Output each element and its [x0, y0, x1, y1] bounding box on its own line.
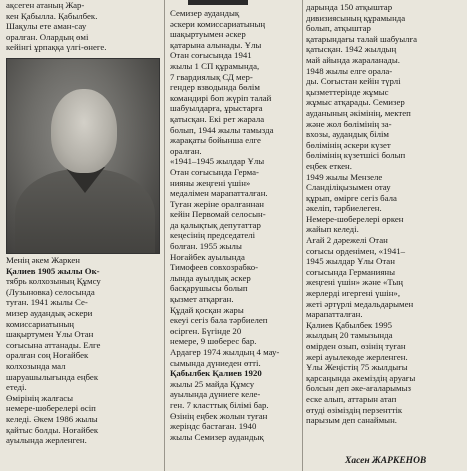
text-line: жеті әртүрлі медальдарымен: [306, 298, 414, 309]
text-line: қатарындағы талай шабуылға: [306, 33, 418, 44]
text-line: оралған. Олардың өмі: [6, 31, 89, 42]
text-line: кен Қабылла. Қабылбек.: [6, 10, 98, 21]
text-line: еңбек еткен.: [306, 160, 352, 171]
text-line: қатарына алынады. Ұлы: [170, 39, 262, 50]
text-line: және жол бөлімінің за-: [306, 118, 392, 129]
text-line: жеңгені үшін» және «Тың: [306, 277, 403, 288]
text-line: ген. 7 класттық білімі бар.: [170, 399, 269, 410]
text-line: оралған соң Ноғайбек: [6, 350, 89, 361]
text-line: Отан соғысында Герма-: [170, 166, 259, 177]
text-line: медалімен марапатталған.: [170, 188, 268, 199]
text-line: (Лузыновка) селосында: [6, 286, 95, 297]
text-line: қарсаңында әкеміздің аруағы: [306, 372, 416, 383]
text-line: Ардагер 1974 жылдың 4 мау-: [170, 347, 280, 357]
text-line: соғысында Германияны: [306, 266, 395, 277]
header-bar: [188, 0, 248, 5]
text-line: ауданының әкімінің, мектеп: [306, 107, 411, 118]
text-line: әкеліп, тәрбиелеген.: [306, 203, 382, 214]
text-line: Семизер аудандық: [170, 8, 240, 18]
text-line: қызмет атқарған.: [170, 294, 234, 305]
text-line: етеді.: [6, 382, 27, 393]
text-line: мизер аудандық әскери: [6, 307, 93, 318]
text-line: құрып, өмірге сегіз бала: [306, 192, 397, 203]
text-line: немере-шөберелері өсіп: [6, 403, 96, 414]
text-line: соғысы орденімен, «1941–: [306, 245, 406, 256]
text-line: Ағай 2 дәрежелі Отан: [306, 235, 388, 246]
photo-head: [51, 89, 117, 173]
text-line: лында ауылдық әскер: [170, 272, 251, 283]
text-line: сымында дүниеден өтті.: [170, 357, 261, 368]
text-line: Отан соғысында 1941: [170, 50, 252, 61]
text-line: Өмірінің жалғасы: [6, 392, 74, 403]
text-line: да қалықтық депутаттар: [170, 219, 261, 230]
text-line: май айында жараланады.: [306, 54, 400, 65]
text-line: болып, 1944 жылы тамызда: [170, 124, 274, 135]
text-line: жылы 1 СП құрамында,: [170, 60, 260, 71]
text-line: болып, атқыштар: [306, 23, 371, 34]
text-line: жұмыс атқарады. Семизер: [306, 97, 405, 108]
text-line: жылы Семизер аудандық: [170, 431, 264, 442]
text-line: Сланділіқызымен отау: [306, 182, 391, 193]
text-line: жарақаты бойынша елге: [170, 135, 261, 146]
text-line: ауылында жерленген.: [6, 435, 87, 446]
text-line: Шақулы ете аман-сау: [6, 21, 87, 32]
text-line: Қалиев Қабылбек 1995: [306, 319, 393, 330]
text-line: Ұлы Жеңістің 75 жылдығы: [306, 362, 408, 373]
text-line: гендер взводында бөлім: [170, 82, 260, 93]
text-line: оралған.: [170, 145, 202, 156]
text-line: ақсеген атаның Жар-: [6, 0, 85, 10]
text-line: жері ауылекөде жерленген.: [306, 351, 408, 362]
text-line: басқарушысы болып: [170, 283, 248, 294]
text-line: командирі боп жүріп талай: [170, 92, 272, 103]
author-signature: Хасен ЖАРКЕНОВ: [345, 456, 427, 466]
text-line: дивизиясының құрамында: [306, 12, 406, 23]
text-line: комиссариатының: [6, 318, 75, 329]
text-line: екеуі сегіз бала тәрбиелеп: [170, 315, 268, 326]
text-line: қатысқан. 1942 жылдың: [306, 44, 397, 55]
text-line: болсын деп әке-ағаларымыз: [306, 383, 411, 394]
text-line: «1941–1945 жылдар Ұлы: [170, 156, 265, 167]
text-line: жайып келеді.: [306, 224, 359, 235]
text-line: 1948 жылы елге орала-: [306, 65, 393, 76]
text-line: парызым деп санаймын.: [306, 415, 397, 426]
text-line: шақыртумен Ұлы Отан: [6, 329, 94, 340]
text-line: өмірден озып, өзінің туған: [306, 341, 406, 351]
text-line: Қалиев 1905 жылы Ок-: [6, 265, 100, 276]
text-line: соғысына аттанады. Елге: [6, 339, 101, 350]
column-2: [170, 8, 300, 442]
text-line: 1949 жылы Мензеле: [306, 171, 383, 182]
portrait-photo: [6, 58, 160, 254]
column-rule-right: [302, 0, 303, 471]
text-line: туған. 1941 жылы Се-: [6, 297, 88, 308]
text-line: Туған жеріне оралғаннан: [170, 198, 264, 209]
text-line: шақыртуымен әскер: [170, 29, 246, 40]
text-line: болған. 1955 жылы: [170, 241, 242, 252]
text-line: дарында 150 атқыштар: [306, 2, 393, 12]
text-line: келеді. Әкем 1986 жылы: [6, 413, 98, 424]
text-line: тябрь колхозының Құмсу: [6, 276, 101, 287]
text-line: еске алып, аттарын атап: [306, 393, 397, 404]
text-line: жылдың 20 тамызында: [306, 330, 393, 341]
text-line: Менің әкем Жаркен: [6, 255, 80, 265]
text-line: Немере-шөберелері өркен: [306, 213, 404, 224]
text-line: кеңесінің председателі: [170, 230, 256, 241]
column-1: [6, 0, 158, 53]
text-line: қайтыс болды. Ноғайбек: [6, 424, 99, 435]
text-line: қызметтерінде жұмыс: [306, 86, 389, 97]
text-line: өсірген. Бүгінде 20: [170, 325, 242, 336]
text-line: шаруашылығында еңбек: [6, 371, 99, 382]
text-line: 7 гвардиялық СД мер-: [170, 71, 253, 82]
text-line: Қабылбек Қалиев 1920: [170, 368, 262, 379]
text-line: кейінгі ұрпаққа үлгі-өнеге.: [6, 42, 107, 53]
column-3: [306, 2, 464, 426]
column-1-bottom: [6, 255, 158, 446]
text-line: вхозы, аудандық білім: [306, 129, 389, 140]
text-line: жылы 25 майда Құмсу: [170, 378, 255, 389]
text-line: нияны жеңгені үшін»: [170, 177, 251, 188]
text-line: Тимофеев совхозрабко-: [170, 262, 259, 273]
text-line: марапатталған.: [306, 309, 363, 320]
text-line: жеріндс бастаған. 1940: [170, 421, 257, 432]
column-rule-left: [164, 0, 165, 471]
text-line: жерлерді игергені үшін»,: [306, 288, 401, 299]
text-line: немере, 9 шөберес бар.: [170, 336, 257, 347]
text-line: кейін Первомай селосын-: [170, 209, 266, 220]
text-line: шабуылдарға, ұрыстарға: [170, 103, 263, 114]
text-line: әскери комиссариатының: [170, 18, 266, 29]
text-line: бөлімінің күзетшісі болып: [306, 150, 406, 161]
text-line: Құдай қосқан жары: [170, 304, 244, 315]
text-line: ауылында дүниеге келе-: [170, 389, 261, 400]
text-line: қатысқан. Екі рет жарала: [170, 113, 265, 124]
text-line: 1945 жылдар Ұлы Отан: [306, 256, 395, 267]
text-line: ды. Соғыстан кейін түрлі: [306, 76, 401, 87]
text-line: Өзінің еңбек жолын туған: [170, 410, 268, 421]
text-line: өтуді өзіміздің перзенттік: [306, 404, 403, 415]
text-line: Ноғайбек ауылында: [170, 251, 245, 262]
text-line: колхозында мал: [6, 360, 66, 371]
text-line: бөлімінің әскери күзет: [306, 139, 391, 150]
